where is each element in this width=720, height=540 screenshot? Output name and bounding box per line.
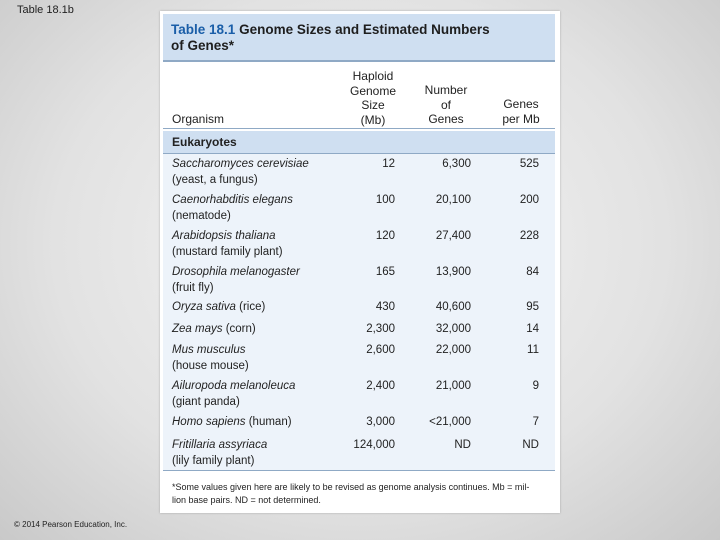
gene-count-cell: 32,000	[435, 323, 471, 335]
organism-cell: Ailuropoda melanoleuca (giant panda)	[172, 380, 296, 408]
genes-per-mb-cell: ND	[522, 439, 539, 451]
genome-size-cell: 2,300	[366, 323, 395, 335]
organism-cell: Drosophila melanogaster (fruit fly)	[172, 266, 300, 294]
gene-count-cell: 27,400	[435, 230, 471, 242]
section-label: Eukaryotes	[172, 135, 237, 149]
organism-cell: Oryza sativa (rice)	[172, 301, 266, 313]
genes-per-mb-cell: 95	[526, 301, 539, 313]
genes-per-mb-cell: 525	[519, 158, 539, 170]
gene-count-cell: <21,000	[429, 416, 471, 428]
organism-cell: Caenorhabditis elegans (nematode)	[172, 194, 293, 222]
table-title-line2: of Genes*	[171, 38, 235, 53]
col-header-genes-per-mb: Genes per Mb	[502, 97, 540, 126]
organism-cell: Arabidopsis thaliana (mustard family plant)	[172, 230, 283, 258]
table-title	[171, 22, 531, 54]
genes-per-mb-cell: 11	[527, 344, 539, 356]
table-footnote	[163, 470, 555, 509]
genome-size-cell: 430	[375, 301, 395, 313]
col-header-genome-size: Haploid Genome Size (Mb)	[349, 69, 397, 127]
table-title-line1: Genome Sizes and Estimated Numbers	[239, 22, 490, 37]
slide-title: Table 18.1b	[17, 4, 74, 16]
genome-size-cell: 12	[382, 158, 395, 170]
organism-cell: Zea mays (corn)	[172, 323, 256, 335]
gene-count-cell: 13,900	[435, 266, 471, 278]
table-body	[163, 154, 555, 470]
genes-per-mb-cell: 200	[519, 194, 539, 206]
genome-size-cell: 2,600	[366, 344, 395, 356]
gene-count-cell: 21,000	[435, 380, 471, 392]
col-header-number-of-genes: Number of Genes	[424, 83, 468, 126]
organism-cell: Mus musculus (house mouse)	[172, 344, 249, 372]
copyright-notice: © 2014 Pearson Education, Inc.	[14, 520, 128, 529]
genome-size-cell: 124,000	[353, 439, 395, 451]
genome-size-cell: 3,000	[366, 416, 395, 428]
table-container	[163, 14, 555, 508]
genes-per-mb-cell: 14	[526, 323, 539, 335]
gene-count-cell: 6,300	[442, 158, 471, 170]
organism-cell: Homo sapiens (human)	[172, 416, 292, 428]
genome-size-cell: 120	[375, 230, 395, 242]
genes-per-mb-cell: 9	[532, 380, 539, 392]
organism-cell: Saccharomyces cerevisiae (yeast, a fungus)	[172, 158, 309, 186]
genes-per-mb-cell: 84	[526, 266, 539, 278]
gene-count-cell: 40,600	[435, 301, 471, 313]
genes-per-mb-cell: 7	[532, 416, 539, 428]
genes-per-mb-cell: 228	[519, 230, 539, 242]
gene-count-cell: 20,100	[435, 194, 471, 206]
table-figure	[160, 11, 560, 513]
section-row-eukaryotes	[163, 131, 555, 154]
genome-size-cell: 100	[375, 194, 395, 206]
organism-cell: Fritillaria assyriaca (lily family plant)	[172, 439, 268, 467]
footnote-text: *Some values given here are likely to be revised as genome analysis continues. Mb = mil- lion base pairs. ND = not determined.	[172, 482, 530, 505]
table-number: Table 18.1	[171, 22, 236, 37]
genome-size-cell: 2,400	[366, 380, 395, 392]
genome-size-cell: 165	[375, 266, 395, 278]
table-header	[163, 14, 555, 62]
gene-count-cell: 22,000	[435, 344, 471, 356]
gene-count-cell: ND	[454, 439, 471, 451]
col-header-organism: Organism	[172, 112, 225, 126]
column-headers	[163, 62, 555, 129]
